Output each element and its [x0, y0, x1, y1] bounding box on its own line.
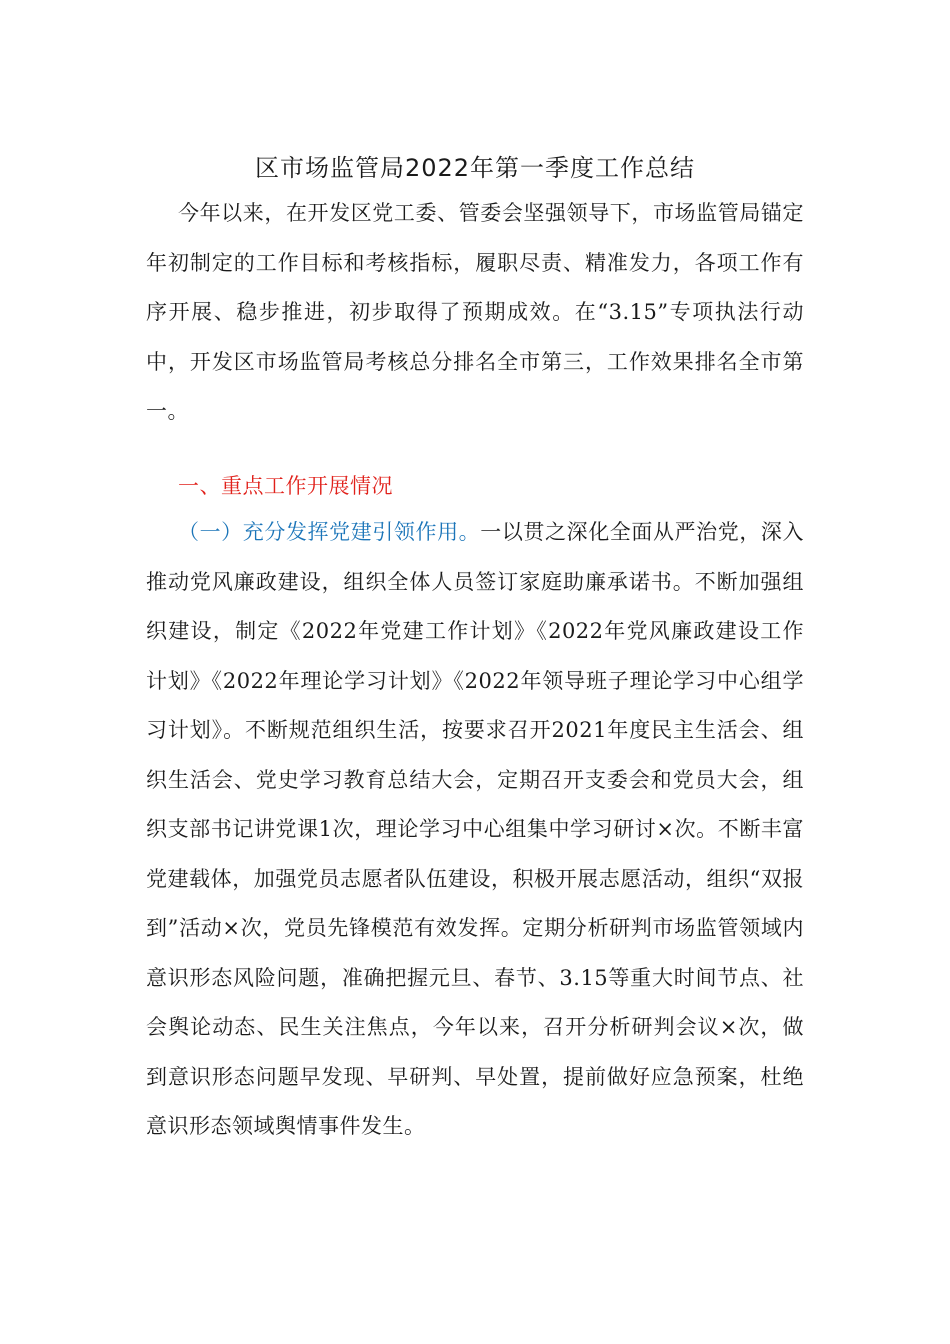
section-heading: 一、重点工作开展情况 [178, 474, 393, 498]
subsection-title: （一）充分发挥党建引领作用。 [178, 520, 481, 544]
intro-paragraph: 今年以来，在开发区党工委、管委会坚强领导下，市场监管局锚定年初制定的工作目标和考核指标，履职尽责、精准发力，各项工作有序开展、稳步推进，初步取得了预期成效。在“3.15”专项执法行动中，开发区市场监管局考核总分排名全市第三，工作效果排名全市第一。 [146, 201, 804, 423]
subsection-body: 一以贯之深化全面从严治党，深入推动党风廉政建设，组织全体人员签订家庭助廉承诺书。不断加强组织建设，制定《2022年党建工作计划》《2022年党风廉政建设工作计划》《2022年理论学习计划》《2022年领导班子理论学习中心组学习计划》。不断规范组织生活，按要求召开2021年度民主生活会、组织生活会、党史学习教育总结大会，定期召开支委会和党员大会，组织支部书记讲党课1次，理论学习中心组集中学习研讨×次。不断丰富党建载体，加强党员志愿者队伍建设，积极开展志愿活动，组织“双报到”活动×次，党员先锋模范有效发挥。定期分析研判市场监管领域内意识形态风险问题，准确把握元旦、春节、3.15等重大时间节点、社会舆论动态、民生关注焦点，今年以来，召开分析研判会议×次，做到意识形态问题早发现、早研判、早处置，提前做好应急预案，杜绝意识形态领域舆情事件发生。 [146, 520, 804, 1138]
document-title: 区市场监管局2022年第一季度工作总结 [254, 154, 696, 182]
section-paragraph [146, 508, 804, 1152]
